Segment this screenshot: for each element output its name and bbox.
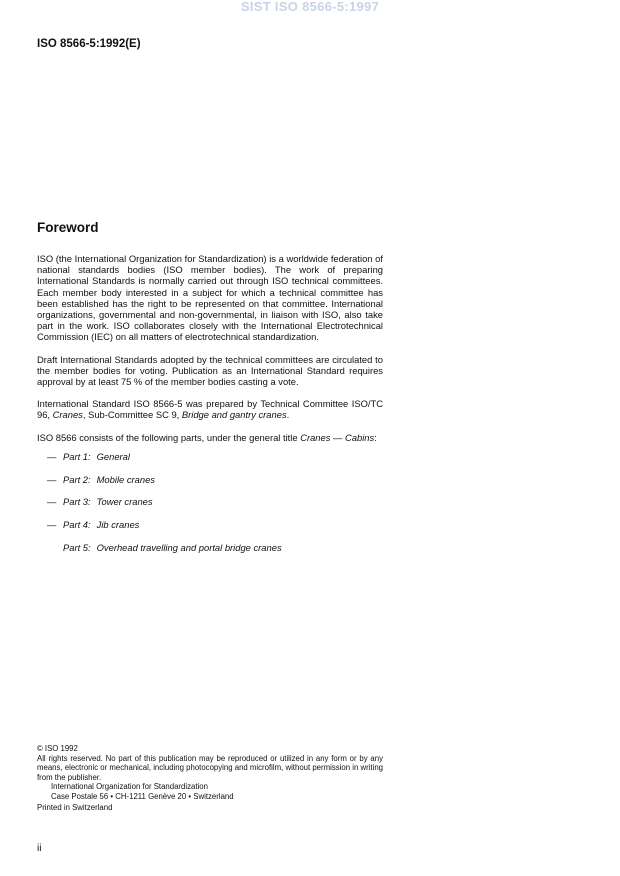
paragraph-parts-intro <box>37 432 383 443</box>
list-item <box>37 496 383 519</box>
part-name: Overhead travelling and portal bridge cranes <box>96 542 282 554</box>
section-title: Foreword <box>37 220 99 235</box>
part-name: General <box>96 450 130 462</box>
list-item <box>37 451 383 474</box>
publisher-name: International Organization for Standardization <box>51 782 208 791</box>
publisher-address: Case Postale 56 • CH-1211 Genève 20 • Switzerland <box>51 791 234 801</box>
part-name: Tower cranes <box>96 496 153 508</box>
text-run: ISO 8566 consists of the following parts, under the general title <box>37 431 301 443</box>
text-run: , Sub-Committee SC 9, <box>82 409 182 421</box>
list-dash: — <box>47 519 57 531</box>
text-run: International Standard ISO 8566-5 was prepared by Technical Committee ISO/TC 96, <box>37 398 383 421</box>
list-item <box>37 474 383 497</box>
subcommittee-title: Bridge and gantry cranes <box>181 409 287 421</box>
paragraph-preparation <box>37 398 383 420</box>
watermark: SIST ISO 8566-5:1997 <box>240 0 380 14</box>
copyright-notice: © ISO 1992 <box>37 744 78 753</box>
list-dash: — <box>47 473 57 485</box>
parts-list <box>37 451 383 565</box>
part-number: Part 4: <box>63 519 91 531</box>
paragraph-iso-intro: ISO (the International Organization for Standardization) is a worldwide federation of national standards bodies (ISO member bodies). The work of preparing International Standards is normally carried out through ISO technical committees. Each member body interested in a subject for which a technical committee has been established has the right to be represented on that committee. International organizations, governmental and non-governmental, in liaison with ISO, also take part in the work. ISO collaborates closely with the International Electrotechnical Commission (IEC) on all matters of electrotechnical standardization. <box>37 253 383 343</box>
list-item <box>37 542 383 565</box>
list-item <box>37 519 383 542</box>
foreword-body <box>37 253 383 565</box>
general-title: Cranes — Cabins <box>300 431 375 443</box>
part-number: Part 3: <box>63 496 91 508</box>
printed-in: Printed in Switzerland <box>37 803 113 812</box>
part-number: Part 2: <box>63 473 91 485</box>
list-dash: — <box>47 450 57 462</box>
text-run: : <box>374 431 377 443</box>
rights-statement: All rights reserved. No part of this publication may be reproduced or utilized in any form or by any means, electronic or mechanical, including photocopying and microfilm, without permission in writing from the publisher. <box>37 753 383 782</box>
copyright-block <box>37 744 383 813</box>
text-run: . <box>286 409 290 421</box>
part-name: Jib cranes <box>96 519 140 531</box>
page-number: ii <box>37 843 42 854</box>
part-name: Mobile cranes <box>96 473 155 485</box>
part-number: Part 5: <box>63 542 91 554</box>
part-number: Part 1: <box>63 450 91 462</box>
list-dash: — <box>47 496 57 508</box>
document-id: ISO 8566-5:1992(E) <box>37 38 141 50</box>
paragraph-voting: Draft International Standards adopted by the technical committees are circulated to the member bodies for voting. Publication as an International Standard requires approval by at least 75 % of the member bodies casting a vote. <box>37 353 383 388</box>
committee-title: Cranes <box>52 409 83 421</box>
